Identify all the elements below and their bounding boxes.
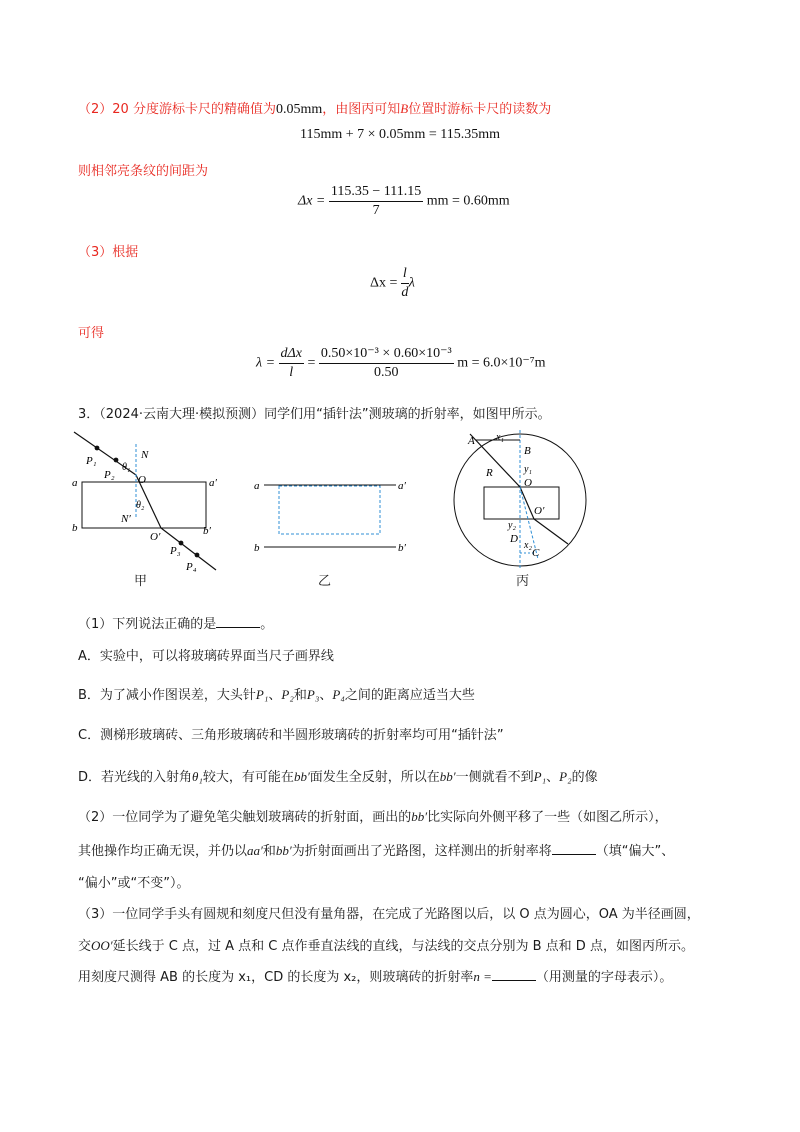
formula-equation	[370, 265, 415, 302]
label-p4: P₄	[186, 561, 197, 573]
part2-suffix: 位置时游标卡尺的读数为	[408, 102, 552, 117]
yi-label-a: a	[254, 480, 260, 492]
kede-label: 可得	[78, 326, 105, 341]
lambda-fraction-1	[279, 345, 304, 382]
sub2-l2-end: （填“偏大”、	[595, 844, 675, 859]
bing-incident	[470, 434, 520, 487]
sub3-line1: （3）一位同学手头有圆规和刻度尺但没有量角器，在完成了光路图以后，以 O 点为圆心，OA 为半径画圆，	[78, 907, 700, 922]
label-o: O	[138, 474, 146, 486]
sub2-l2-post: 为折射面画出了光路图，这样测出的折射率将	[291, 844, 552, 859]
optd-p2: P₂	[559, 769, 572, 784]
sub2-line2	[78, 840, 674, 859]
sub2-l2-pre: 其他操作均正确无误，并仍以	[78, 844, 248, 859]
sub3-l3-pre: 用刻度尺测得 AB 的长度为 x₁，CD 的长度为 x₂，则玻璃砖的折射率	[78, 970, 474, 985]
label-nprime: N′	[121, 513, 131, 525]
optb-and: 和	[293, 688, 307, 703]
lambda-rhs: m = 6.0×10⁻⁷m	[457, 355, 546, 371]
figure-yi	[250, 470, 420, 560]
sub1-line	[78, 613, 273, 632]
spacing-intro: 则相邻亮条纹的间距为	[78, 164, 209, 179]
sub3-blank[interactable]	[492, 968, 536, 981]
label-b: b	[72, 522, 78, 534]
optb-p1: P₁	[255, 687, 269, 702]
optd-theta: θ₁	[192, 769, 203, 784]
optd-bb: bb′	[293, 769, 310, 784]
pin-p1	[95, 446, 100, 451]
part2-line	[78, 98, 551, 118]
bing-label-a: A	[468, 435, 475, 447]
label-aprime: a′	[209, 477, 217, 489]
optd-bb2: bb′	[439, 769, 456, 784]
lambda-fraction-2	[319, 345, 454, 382]
label-p1: P₁	[86, 455, 97, 467]
label-n: N	[141, 449, 149, 461]
lambda-eq: =	[307, 355, 316, 371]
optb-p4: P₄	[332, 687, 345, 702]
optd-mid1: 较大，有可能在	[202, 770, 294, 785]
question-number: 3．	[78, 407, 100, 422]
lambda-den2: 0.50	[374, 365, 399, 380]
lambda-equation	[256, 345, 546, 382]
lambda-num1: dΔx	[279, 345, 304, 364]
sub2-blank[interactable]	[552, 842, 596, 855]
bing-label-y2: y₂	[508, 520, 516, 531]
formula-fraction	[401, 265, 409, 302]
part2-prefix: （2）20 分度游标卡尺的精确值为	[78, 102, 276, 117]
bing-label-x1: x₁	[496, 432, 504, 443]
sub1-blank[interactable]	[216, 615, 260, 628]
optd-pre: D．若光线的入射角	[78, 770, 193, 785]
question-source: （2024·云南大理·模拟预测）	[99, 407, 265, 422]
sub2-l2-bb: bb′	[275, 843, 292, 858]
option-a: A．实验中，可以将玻璃砖界面当尺子画界线	[78, 649, 334, 664]
caption-yi: 乙	[318, 574, 332, 589]
dx-fraction	[329, 183, 423, 220]
dx-num: 115.35 − 111.15	[329, 183, 423, 202]
dx-den: 7	[372, 203, 380, 218]
sub3-l3-n: n =	[473, 969, 492, 984]
label-p3: P₃	[170, 545, 181, 557]
lambda-lhs: λ =	[256, 355, 276, 371]
bing-label-d: D	[510, 533, 518, 545]
formula-den: d	[401, 285, 409, 300]
sub2-l1-pre: （2）一位同学为了避免笔尖触划玻璃砖的折射面，画出的	[78, 810, 412, 825]
sub2-l1-post: 比实际向外侧平移了一些（如图乙所示），	[427, 810, 668, 825]
option-d	[78, 766, 598, 785]
part2-precision: 0.05mm	[275, 102, 323, 117]
option-b	[78, 684, 475, 703]
optd-mid3: 一侧就看不到	[455, 770, 534, 785]
part2-B: B	[400, 101, 409, 116]
reading-equation: 115mm + 7 × 0.05mm = 115.35mm	[300, 127, 500, 142]
sub3-l2-pre: 交	[78, 939, 92, 954]
bing-label-c: C	[532, 547, 540, 559]
sub2-l2-and: 和	[262, 844, 276, 859]
yi-label-bprime: b′	[398, 542, 406, 554]
pin-p2	[114, 458, 119, 463]
bing-label-x2: x₂	[524, 540, 532, 551]
part3-label: （3）根据	[78, 245, 139, 260]
actual-glass-outline	[279, 486, 380, 534]
bing-label-o: O	[524, 477, 532, 489]
bing-emergent	[534, 519, 568, 544]
sub3-l2-post: 延长线于 C 点，过 A 点和 C 点作垂直法线的直线，与法线的交点分别为 B 点和 D 点，如图丙所示。	[112, 939, 694, 954]
optb-sep1: 、	[268, 688, 282, 703]
figure-jia	[66, 428, 236, 578]
sub2-line3: “偏小”或“不变”）。	[78, 876, 190, 891]
bing-label-y1: y₁	[524, 464, 532, 475]
dx-rhs: mm = 0.60mm	[426, 193, 510, 209]
label-oprime: O′	[150, 531, 161, 543]
dx-lhs: Δx =	[298, 193, 326, 209]
lambda-den1: l	[289, 365, 294, 380]
optb-post: 之间的距离应适当大些	[344, 688, 475, 703]
formula-lhs: Δx =	[370, 275, 398, 291]
sub2-line1	[78, 806, 668, 825]
optd-mid2: 面发生全反射，所以在	[309, 770, 440, 785]
sub3-l2-oo: OO′	[91, 938, 113, 953]
formula-num: l	[401, 265, 409, 284]
bing-label-r: R	[486, 467, 493, 479]
label-a: a	[72, 477, 78, 489]
optd-p1: P₁	[533, 769, 547, 784]
optb-pre: B．为了减小作图误差，大头针	[78, 688, 256, 703]
caption-jia: 甲	[134, 574, 148, 589]
optd-post: 的像	[571, 770, 598, 785]
optd-sep: 、	[546, 770, 560, 785]
pin-p4	[195, 553, 200, 558]
sub2-l1-bb: bb′	[411, 809, 428, 824]
bing-refracted	[520, 487, 534, 519]
optb-sep2: 、	[319, 688, 333, 703]
formula-rhs: λ	[408, 275, 415, 291]
sub2-l2-aa: aa′	[247, 843, 263, 858]
lambda-num2: 0.50×10⁻³ × 0.60×10⁻³	[319, 345, 454, 364]
dx-equation	[298, 183, 510, 220]
label-p2: P₂	[104, 469, 115, 481]
caption-bing: 丙	[516, 574, 530, 589]
label-bprime: b′	[203, 525, 211, 537]
bing-label-oprime: O′	[534, 505, 545, 517]
sub3-l3-post: （用测量的字母表示）。	[535, 970, 673, 985]
label-theta1: θ₁	[122, 462, 131, 473]
question-stem: 同学们用“插针法”测玻璃的折射率，如图甲所示。	[264, 407, 551, 422]
sub1-text: （1）下列说法正确的是	[78, 617, 217, 632]
yi-label-b: b	[254, 542, 260, 554]
part2-mid: ，由图丙可知	[322, 102, 401, 117]
sub3-line2	[78, 935, 694, 954]
label-theta2: θ₂	[136, 500, 145, 511]
question-header	[78, 403, 551, 422]
yi-label-aprime: a′	[398, 480, 406, 492]
optb-p3: P₃	[306, 687, 320, 702]
sub3-line3	[78, 966, 672, 985]
figure-bing	[452, 428, 592, 570]
optb-p2: P₂	[281, 687, 294, 702]
sub1-end: 。	[260, 617, 274, 632]
option-c: C．测梯形玻璃砖、三角形玻璃砖和半圆形玻璃砖的折射率均可用“插针法”	[78, 728, 504, 743]
bing-label-b: B	[524, 445, 531, 457]
